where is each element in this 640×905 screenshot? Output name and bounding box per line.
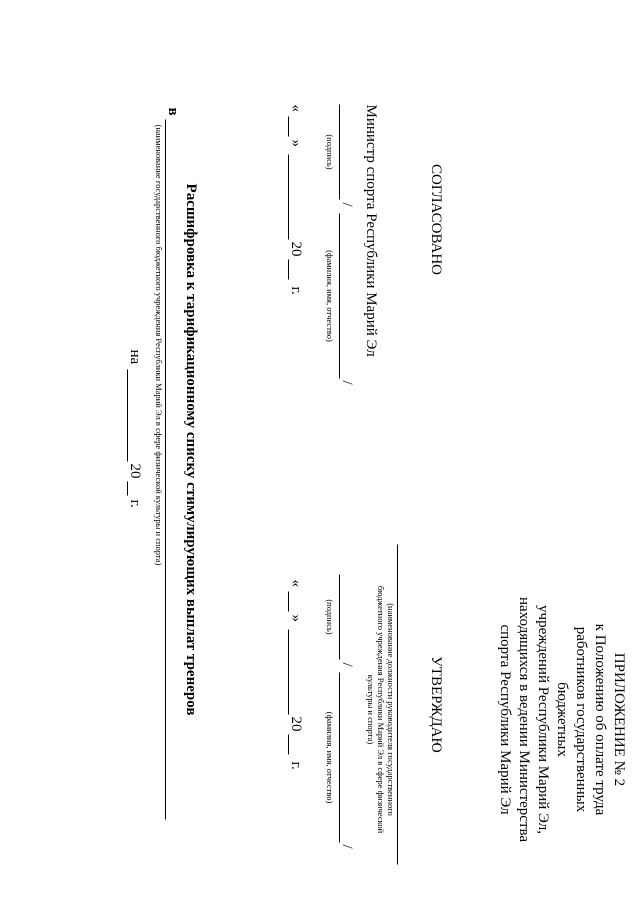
approved-name-line xyxy=(339,673,340,843)
agreed-year-prefix: 20 xyxy=(288,241,304,257)
approved-caption-line-1: (наименование должности руководителя государственного xyxy=(386,603,396,816)
approved-month-line xyxy=(288,630,289,715)
appendix-title: ПРИЛОЖЕНИЕ № 2 xyxy=(611,652,627,787)
agreed-date xyxy=(285,105,305,395)
period-prefix: на xyxy=(127,349,143,365)
agreed-day-line xyxy=(288,117,289,137)
agreed-year-line xyxy=(288,260,289,280)
agreed-month-line xyxy=(288,155,289,240)
approved-caption-line-2: бюджетного учреждения Республики Марий Эл в сфере физической xyxy=(376,585,386,834)
agreed-name-line xyxy=(339,214,340,379)
approved-year-suffix: г. xyxy=(288,761,304,770)
approved-date xyxy=(285,580,305,870)
institution-prefix: в xyxy=(165,107,181,116)
agreed-signature-line xyxy=(339,105,340,200)
approved-year-line xyxy=(288,735,289,755)
agreed-year-suffix: г. xyxy=(288,286,304,295)
period-year-prefix: 20 xyxy=(127,463,143,479)
document-title: Расшифровка к тарификационному списку стимулирующих выплат тренеров xyxy=(183,183,199,716)
approved-date-close: » xyxy=(288,614,304,622)
approved-signature-caption: (подпись) xyxy=(325,599,335,635)
agreed-date-open: « xyxy=(288,104,304,112)
agreed-name-caption: (фамилия, имя, отчество) xyxy=(325,250,335,342)
appendix-line-1: к Положению об оплате труда xyxy=(592,623,608,816)
agreed-signature-caption: (подпись) xyxy=(325,134,335,170)
institution-line xyxy=(165,120,166,820)
period-year-line xyxy=(127,482,128,496)
approved-date-open: « xyxy=(288,579,304,587)
approved-heading: УТВЕРЖДАЮ xyxy=(428,656,444,753)
approved-position-line xyxy=(397,545,398,865)
appendix-line-2: работников государственных бюджетных xyxy=(554,626,589,813)
appendix-line-3: учреждений Республики Марий Эл, xyxy=(535,605,551,834)
agreed-heading: СОГЛАСОВАНО xyxy=(428,163,444,276)
approved-separator-1: / xyxy=(339,662,355,667)
approved-day-line xyxy=(288,592,289,612)
approved-caption-line-3: культуры и спорта) xyxy=(366,674,376,745)
appendix-line-4: находящихся в ведении Министерства xyxy=(516,596,532,843)
approved-position-caption xyxy=(366,545,396,875)
approved-separator-2: / xyxy=(339,844,355,849)
agreed-separator-1: / xyxy=(339,202,355,207)
appendix-line-5: спорта Республики Марий Эл xyxy=(497,624,513,815)
approved-name-caption: (фамилия, имя, отчество) xyxy=(325,711,335,804)
agreed-position: Министр спорта Республики Марий Эл xyxy=(363,104,379,357)
approved-year-prefix: 20 xyxy=(288,716,304,732)
approved-block xyxy=(250,545,500,875)
agreed-date-close: » xyxy=(288,139,304,147)
approved-signature-line xyxy=(339,575,340,660)
period-month-line xyxy=(127,370,128,462)
institution-caption: (наименование государственного бюджетного учреждения Республики Марий Эл в сфере физической культуры и спорта) xyxy=(154,124,164,566)
period-line xyxy=(124,350,144,550)
agreed-block xyxy=(250,90,500,390)
period-year-suffix: г. xyxy=(127,499,143,508)
agreed-separator-2: / xyxy=(339,380,355,385)
appendix-block xyxy=(495,595,628,845)
